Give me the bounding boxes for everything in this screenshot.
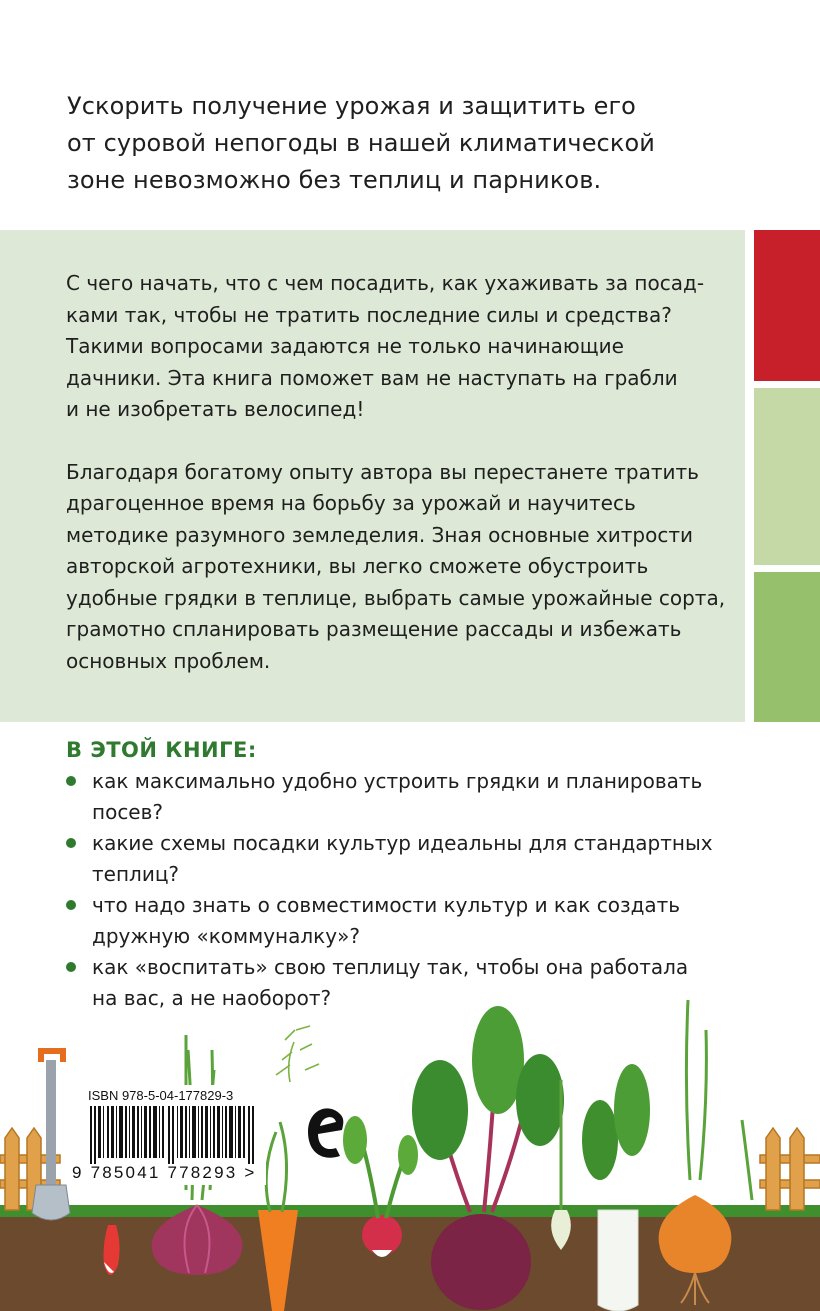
- dill-icon: [276, 1026, 319, 1082]
- barcode: [90, 1106, 258, 1164]
- text-line: Такими вопросами задаются не только начинающие: [66, 334, 624, 358]
- text-line: грамотно спланировать размещение рассады и избежать: [66, 617, 682, 641]
- isbn-label: ISBN 978-5-04-177829-3: [88, 1088, 234, 1103]
- text-line: какие схемы посадки культур идеальны для стандартных: [92, 831, 713, 855]
- text-line: дачники. Эта книга поможет вам не наступать на грабли: [66, 365, 678, 390]
- text-line: посев?: [92, 800, 164, 824]
- publisher-logo-icon: [300, 1100, 352, 1172]
- description-paragraph-2: [66, 457, 736, 678]
- bullet-dot-icon: [66, 776, 76, 786]
- description-paragraph-1: [66, 268, 736, 426]
- list-item: [66, 766, 746, 828]
- text-line: драгоценное время на борьбу за урожай и научитесь: [66, 491, 636, 515]
- intro-text: [67, 88, 687, 199]
- accent-stripe-green: [754, 572, 820, 722]
- accent-stripe-light-green: [754, 388, 820, 565]
- barcode-tail: >: [244, 1163, 257, 1182]
- text-line: Благодаря богатому опыту автора вы перестанете тратить: [66, 459, 699, 484]
- book-contents-list: [66, 766, 746, 1014]
- text-line: удобные грядки в теплице, выбрать самые урожайные сорта,: [66, 585, 726, 610]
- list-item: [66, 890, 746, 952]
- barcode-digits-right: 778293: [167, 1163, 238, 1182]
- intro-line: от суровой непогоды в нашей климатической: [67, 129, 655, 157]
- grass-blades: [186, 1000, 752, 1200]
- text-line: теплиц?: [92, 862, 180, 886]
- text-line: что надо знать о совместимости культур и как создать: [92, 893, 681, 917]
- barcode-digits: [72, 1163, 256, 1183]
- text-line: и не изобретать велосипед!: [66, 397, 365, 421]
- accent-stripe-red: [754, 230, 820, 381]
- book-contents-heading: В ЭТОЙ КНИГЕ:: [66, 738, 257, 762]
- intro-line: зоне невозможно без теплиц и парников.: [67, 166, 602, 194]
- bullet-dot-icon: [66, 838, 76, 848]
- intro-line: Ускорить получение урожая и защитить его: [67, 92, 636, 120]
- text-line: авторской агротехники, вы легко сможете обустроить: [66, 554, 649, 578]
- text-line: С чего начать, что с чем посадить, как ухаживать за посад-: [66, 271, 705, 295]
- text-line: дружную «коммуналку»?: [92, 924, 360, 948]
- text-line: на вас, а не наоборот?: [92, 986, 332, 1010]
- barcode-digits-left: 785041: [90, 1163, 161, 1182]
- text-line: основных проблем.: [66, 648, 271, 673]
- text-line: ками так, чтобы не тратить последние силы и средства?: [66, 302, 672, 327]
- text-line: методике разумного земледелия. Зная основные хитрости: [66, 522, 694, 547]
- description-text: [66, 268, 736, 677]
- list-item: [66, 828, 746, 890]
- bullet-dot-icon: [66, 900, 76, 910]
- text-line: как «воспитать» свою теплицу так, чтобы она работала: [92, 955, 689, 979]
- text-line: как максимально удобно устроить грядки и планировать: [92, 769, 703, 793]
- barcode-digit-lead: 9: [72, 1163, 84, 1182]
- bullet-dot-icon: [66, 962, 76, 972]
